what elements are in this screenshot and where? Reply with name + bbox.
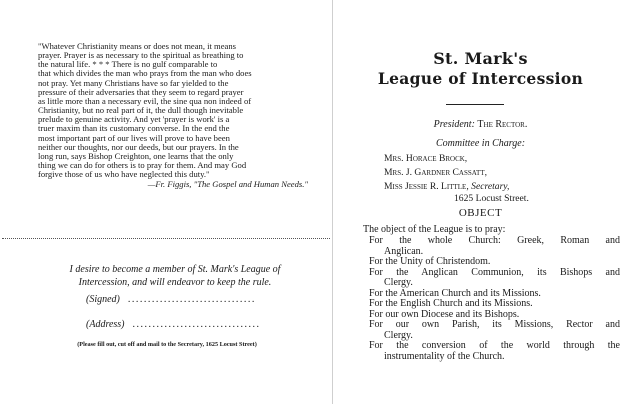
right-page (336, 0, 625, 404)
prayer-item-text: For our own Diocese and its Bishops. (369, 308, 520, 320)
signed-label: (Signed) (86, 294, 120, 305)
title-line-1: St. Mark's (433, 49, 528, 68)
quote-line: not pray. Yet many Christians have so far yielded to the (38, 78, 229, 88)
quote-line: truer maxim than its customary converse. In the end the (38, 124, 230, 134)
quote-line: long run, says Bishop Creighton, one learns that the only (38, 151, 234, 161)
quote-line: as little more than a necessary evil, the sine qua non indeed of (38, 96, 252, 106)
quote-line: "Whatever Christianity means or does not mean, it means (38, 42, 237, 51)
quote-line: pressure of their adversaries that they seem to regard prayer (38, 87, 244, 97)
prayer-item-text: For the whole Church: Greek, Roman and (369, 235, 620, 246)
quote-line: most important part of our lives will prove to have been (38, 133, 230, 143)
prayer-item-text: For the Anglican Communion, its Bishops and (369, 266, 620, 278)
quote-line: thing we can do for others is to pray for them. And may God (38, 161, 247, 171)
committee-heading: Committee in Charge: (435, 138, 526, 149)
prayer-item-text: For the conversion of the world through the (369, 340, 620, 351)
prayer-item (369, 257, 620, 268)
address-field[interactable]: ................................ (132, 319, 261, 330)
member-title: Secretary, (471, 181, 510, 192)
prayer-item-continuation: Anglican. (384, 245, 424, 257)
membership-statement: I desire to become a member of St. Mark's League of Intercession, and will endeavor to keep the rule. (69, 264, 281, 288)
quote-line: the natural life. * * * There is no gulf comparable to (38, 60, 218, 70)
signature-field[interactable]: ................................ (127, 294, 256, 305)
prayer-item-continuation: Clergy. (384, 329, 413, 341)
committee-member (384, 167, 487, 178)
president-value: The Rector. (477, 119, 528, 130)
prayer-item (369, 268, 620, 289)
figgis-quote (38, 42, 308, 190)
title-rule (446, 104, 504, 105)
prayer-item-continuation: Clergy. (384, 277, 413, 288)
prayer-item-text: For the English Church and its Missions. (369, 298, 533, 309)
prayer-item (369, 299, 620, 310)
prayer-list (369, 236, 620, 362)
page-fold (332, 0, 333, 404)
quote-line: prelude to genuine activity. And yet 'prayer is work' is a (38, 115, 230, 125)
committee-member (384, 181, 509, 192)
president-line (336, 119, 625, 130)
quote-line: forgive those of us who have neglected this duty." (38, 170, 210, 180)
prayer-item-text: For the Unity of Christendom. (369, 256, 491, 267)
secretary-address: 1625 Locust Street. (454, 193, 529, 204)
prayer-item-text: For the American Church and its Missions. (369, 287, 541, 299)
quote-line: neither our thoughts, nor our deeds, but our prayers. In the (38, 142, 239, 152)
cut-line (2, 238, 330, 239)
quote-line: prayer. Prayer is as necessary to the spiritual as breathing to (38, 51, 244, 61)
quote-line: that which divides the man who prays from the man who does (38, 69, 252, 79)
prayer-item (369, 341, 620, 362)
member-name: Miss Jessie R. Little, (384, 181, 469, 192)
quote-attribution: —Fr. Figgis, "The Gospel and Human Needs." (147, 179, 308, 190)
member-name: Mrs. Horace Brock, (384, 153, 468, 164)
prayer-item (369, 320, 620, 341)
object-heading: OBJECT (458, 207, 503, 219)
prayer-item-continuation: instrumentality of the Church. (384, 350, 505, 362)
member-name: Mrs. J. Gardner Cassatt, (384, 167, 487, 178)
president-label: President: (433, 119, 475, 130)
quote-line: Christianity, but no real part of it, the dull though inevitable (38, 106, 244, 116)
committee-member (384, 153, 467, 164)
prayer-item-text: For our own Parish, its Missions, Rector and (369, 319, 620, 330)
signed-line[interactable] (86, 294, 306, 305)
address-label: (Address) (86, 319, 125, 330)
prayer-item (369, 236, 620, 257)
address-line[interactable] (86, 319, 306, 330)
object-intro: The object of the League is to pray: (363, 224, 506, 235)
mailing-note: (Please fill out, cut off and mail to the Secretary, 1625 Locust Street) (77, 341, 257, 348)
title-line-2: League of Intercession (377, 69, 584, 88)
